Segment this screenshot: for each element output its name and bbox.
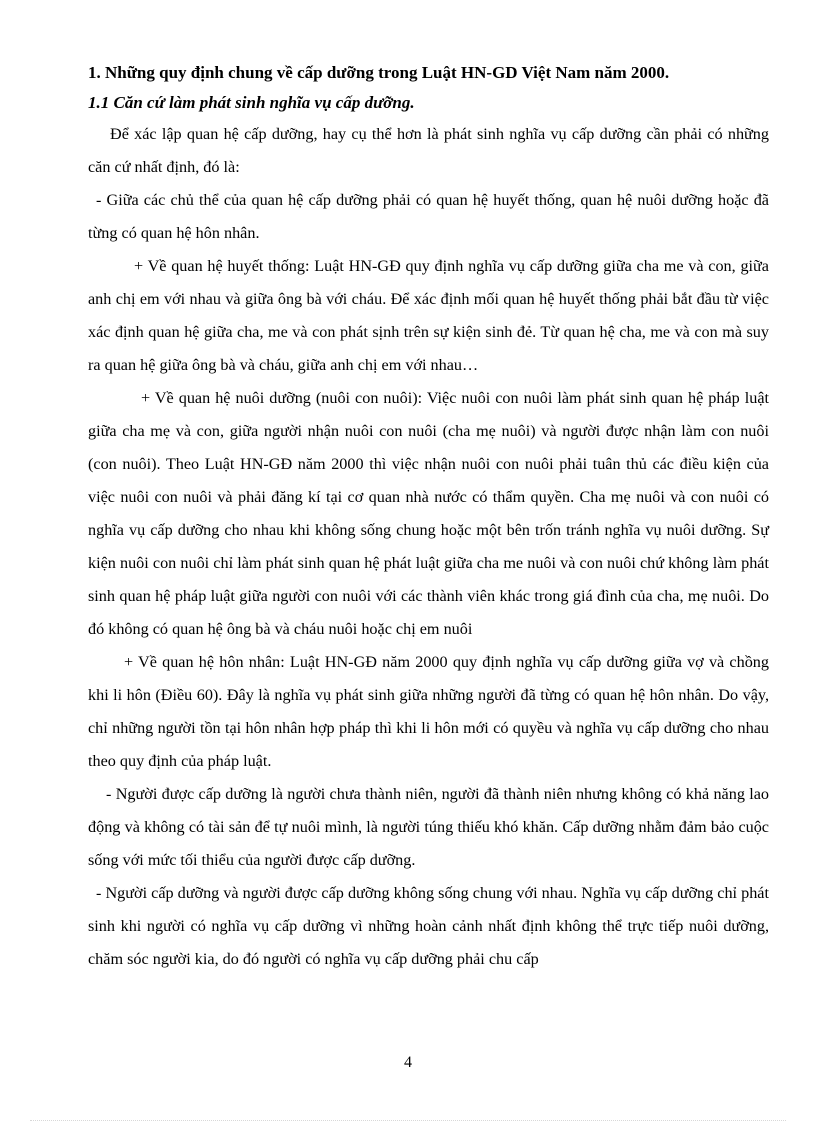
paragraph-relationship-condition: - Giữa các chủ thể của quan hệ cấp dưỡng phải có quan hệ huyết thống, quan hệ nuôi dưỡng hoặc đã từng có quan hệ hôn nhân. — [88, 191, 769, 242]
page-number: 4 — [404, 1054, 412, 1071]
subsection-heading: 1.1 Căn cứ làm phát sinh nghĩa vụ cấp dưỡng. — [88, 93, 415, 112]
paragraph-adoption-relation: + Về quan hệ nuôi dưỡng (nuôi con nuôi): Việc nuôi con nuôi làm phát sinh quan hệ pháp luật giữa cha mẹ và con, giữa người nhận nuôi con nuôi (cha mẹ nuôi) và người được nhận làm con nuôi (con nuôi). Theo Luật HN-GĐ năm 2000 thì việc nhận nuôi con nuôi phải tuân thủ các điều kiện của việc nuôi con nuôi và phải đăng kí tại cơ quan nhà nước có thẩm quyền. Cha mẹ nuôi và con nuôi có nghĩa vụ cấp dưỡng cho nhau khi không sống chung hoặc một bên trốn tránh nghĩa vụ nuôi dưỡng. Sự kiện nuôi con nuôi chỉ làm phát sinh quan hệ phát luật giữa cha me nuôi và con nuôi chứ không làm phát sinh quan hệ pháp luật giữa người con nuôi với các thành viên khác trong giá đình của cha, mẹ nuôi. Do đó không có quan hệ ông bà và cháu nuôi hoặc chị em nuôi — [88, 389, 769, 638]
paragraph-marriage-relation: + Về quan hệ hôn nhân: Luật HN-GĐ năm 2000 quy định nghĩa vụ cấp dưỡng giữa vợ và chồng khi li hôn (Điều 60). Đây là nghĩa vụ phát sinh giữa những người đã từng có quan hệ hôn nhân. Do vậy, chỉ những người tồn tại hôn nhân hợp pháp thì khi li hôn mới có quyều và nghĩa vụ cấp dưỡng cho nhau theo quy định của pháp luật. — [88, 653, 769, 770]
paragraph-intro: Để xác lập quan hệ cấp dưỡng, hay cụ thể hơn là phát sinh nghĩa vụ cấp dưỡng cần phải có những căn cứ nhất định, đó là: — [88, 125, 769, 176]
page-content — [88, 60, 769, 976]
page-bottom-divider — [30, 1120, 786, 1121]
paragraph-recipient-condition: - Người được cấp dưỡng là người chưa thành niên, người đã thành niên nhưng không có khả năng lao động và không có tài sản để tự nuôi mình, là người túng thiếu khó khăn. Cấp dưỡng nhằm đảm bảo cuộc sống với mức tối thiểu của người được cấp dưỡng. — [88, 785, 769, 869]
paragraph-blood-relation: + Về quan hệ huyết thống: Luật HN-GĐ quy định nghĩa vụ cấp dưỡng giữa cha me và con, giữa anh chị em với nhau và giữa ông bà với cháu. Để xác định mối quan hệ huyết thống phải bắt đầu từ việc xác định quan hệ giữa cha, me và con phát sịnh trên sự kiện sinh đẻ. Từ quan hệ cha, me và con mà suy ra quan hệ giữa ông bà và cháu, giữa anh chị em với nhau… — [88, 257, 769, 374]
section-heading: 1. Những quy định chung về cấp dưỡng trong Luật HN-GD Việt Nam năm 2000. — [88, 63, 670, 82]
paragraph-not-living-together: - Người cấp dưỡng và người được cấp dưỡng không sống chung với nhau. Nghĩa vụ cấp dưỡng chỉ phát sinh khi người có nghĩa vụ cấp dưỡng vì những hoàn cảnh nhất định không thể trực tiếp nuôi dưỡng, chăm sóc người kia, do đó người có nghĩa vụ cấp dưỡng phải chu cấp — [88, 884, 769, 968]
